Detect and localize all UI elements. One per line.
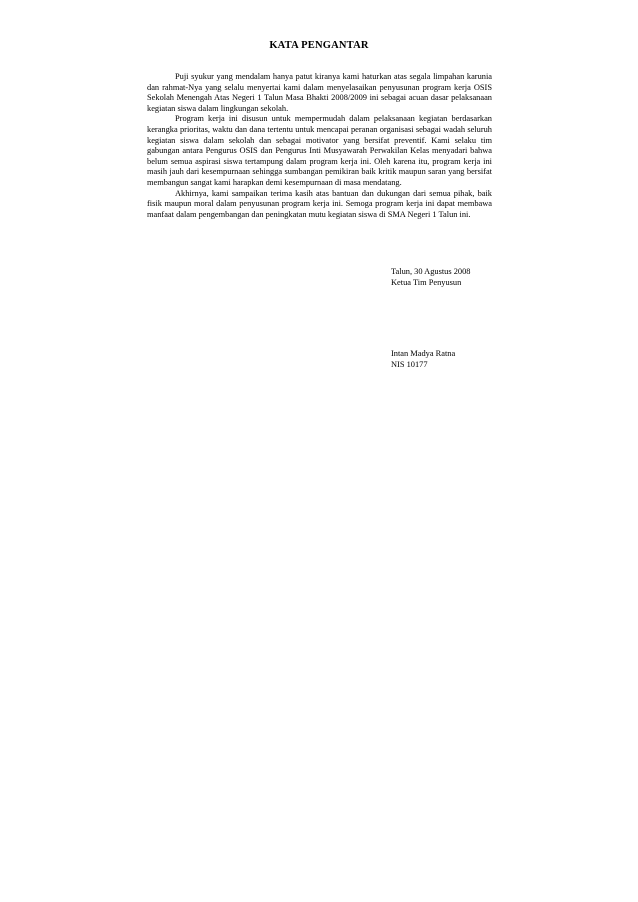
signature-header (391, 267, 470, 288)
signature-footer (391, 349, 455, 370)
place-date: Talun, 30 Agustus 2008 (391, 267, 471, 276)
paragraph-purpose: Program kerja ini disusun untuk mempermudah dalam pelaksanaan kegiatan berdasarkan kerangka prioritas, waktu dan dana tertentu untuk mencapai peranan organisasi sebagai wadah seluruh kegiatan siswa dalam sekolah dan sebagai motivator yang bersifat preventif. Kami selaku tim gabungan antara Pengurus OSIS dan Pengurus Inti Musyawarah Perwakilan Kelas menyadari bahwa belum semua aspirasi siswa tertampung dalam program kerja ini. Oleh karena itu, program kerja ini masih jauh dari kesempurnaan sehingga sumbangan pemikiran baik kritik maupun saran yang bersifat membangun sangat kami harapkan demi kesempurnaan di masa mendatang. (147, 114, 492, 187)
paragraph-opening: Puji syukur yang mendalam hanya patut kiranya kami haturkan atas segala limpahan karunia dan rahmat-Nya yang selalu menyertai kami dalam menyelasaikan penyusunan program kerja OSIS Sekolah Menengah Atas Negeri 1 Talun Masa Bhakti 2008/2009 ini sebagai acuan dasar pelaksanaan kegiatan siswa dalam lingkungan sekolah. (147, 72, 492, 113)
body-text (147, 72, 492, 220)
signer-id: NIS 10177 (391, 359, 428, 369)
page-title: KATA PENGANTAR (269, 40, 369, 51)
signer-role: Ketua Tim Penyusun (391, 277, 462, 287)
paragraph-closing: Akhirnya, kami sampaikan terima kasih atas bantuan dan dukungan dari semua pihak, baik fisik maupun moral dalam penyusunan program kerja ini. Semoga program kerja ini dapat membawa manfaat dalam pengembangan dan peningkatan mutu kegiatan siswa di SMA Negeri 1 Talun ini. (147, 188, 492, 219)
signer-name: Intan Madya Ratna (391, 349, 456, 358)
